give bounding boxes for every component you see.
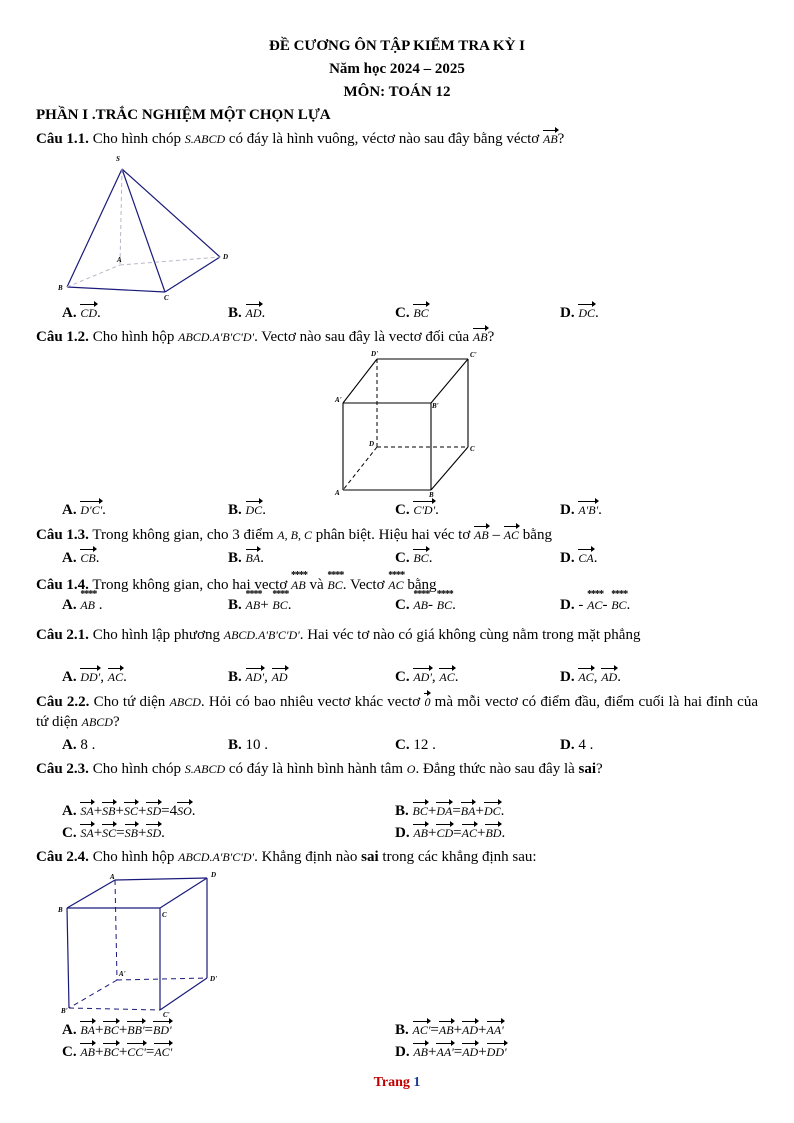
option-1-3-a[interactable]: A. CB. <box>62 550 100 566</box>
vertex-label-a: A <box>110 873 115 881</box>
vertex-label-b-prime: B' <box>432 402 439 410</box>
option-1-1-a[interactable]: A. CD. <box>62 305 101 321</box>
vertex-label-d: D <box>223 253 229 261</box>
doc-title: ĐỀ CƯƠNG ÔN TẬP KIỂM TRA KỲ I <box>268 38 525 54</box>
vertex-label-c-prime: C' <box>163 1011 170 1019</box>
question-2-2: Câu 2.2. Cho tứ diện ABCD. Hỏi có bao nhiêu vectơ khác vectơ 0 mà mỗi vectơ có điểm đầu, điểm cuối là hai đỉnh của tứ diện ABCD? <box>36 694 758 730</box>
vertex-label-b-prime: B' <box>61 1007 68 1015</box>
option-2-1-d[interactable]: D. AC, AD. <box>560 669 621 685</box>
option-1-4-b[interactable]: B. **** AB+ **** BC. <box>228 597 292 614</box>
question-1-4: Câu 1.4. Trong không gian, cho hai vectơ **** AB và **** BC. Vectơ **** AC bằng <box>36 575 437 595</box>
option-1-4-d[interactable]: D. - **** AC- **** BC. <box>560 597 630 614</box>
section-heading: PHẦN I .TRẮC NGHIỆM MỘT CHỌN LỰA <box>36 107 331 123</box>
page-label: Trang <box>373 1075 410 1090</box>
option-2-2-d[interactable]: D. 4 . <box>560 737 594 753</box>
option-2-4-b[interactable]: B. AC'=AB+AD+AA' <box>395 1022 504 1038</box>
option-2-2-a[interactable]: A. 8 . <box>62 737 96 753</box>
vertex-label-d: D <box>211 871 217 879</box>
vertex-label-c: C <box>164 294 169 302</box>
option-2-2-c[interactable]: C. 12 . <box>395 737 436 753</box>
school-year: Năm học 2024 – 2025 <box>329 61 465 77</box>
option-1-1-b[interactable]: B. AD. <box>228 305 266 321</box>
vertex-label-d: D <box>369 440 375 448</box>
option-1-2-a[interactable]: A. D'C'. <box>62 502 106 518</box>
option-1-3-d[interactable]: D. CA. <box>560 550 598 566</box>
option-2-2-b[interactable]: B. 10 . <box>228 737 269 753</box>
question-2-1: Câu 2.1. Cho hình lập phương ABCD.A'B'C'D'. Hai véc tơ nào có giá không cùng nằm trong mặt phẳng <box>36 627 641 643</box>
option-2-3-a[interactable]: A. SA+SB+SC+SD=4SO. <box>62 803 196 819</box>
box-figure-1 <box>333 350 483 500</box>
vertex-label-a: A <box>117 256 122 264</box>
vertex-label-a: A <box>335 489 340 497</box>
option-2-3-c[interactable]: C. SA+SC=SB+SD. <box>62 825 165 841</box>
option-2-1-c[interactable]: C. AD', AC. <box>395 669 459 685</box>
option-1-2-c[interactable]: C. C'D'. <box>395 502 439 518</box>
option-1-2-d[interactable]: D. A'B'. <box>560 502 602 518</box>
vertex-label-c: C <box>470 445 475 453</box>
vertex-label-c-prime: C' <box>470 351 477 359</box>
option-2-4-a[interactable]: A. BA+BC+BB'=BD' <box>62 1022 172 1038</box>
box-figure-2 <box>55 868 230 1018</box>
option-2-3-d[interactable]: D. AB+CD=AC+BD. <box>395 825 506 841</box>
vertex-label-d-prime: D' <box>210 975 217 983</box>
option-1-1-d[interactable]: D. DC. <box>560 305 599 321</box>
option-1-4-c[interactable]: C. **** AB- **** BC. <box>395 597 456 614</box>
pyramid-figure <box>55 153 240 303</box>
question-1-2: Câu 1.2. Cho hình hộp ABCD.A'B'C'D'. Vectơ nào sau đây là vectơ đối của AB? <box>36 329 495 345</box>
option-1-4-a[interactable]: A. **** AB . <box>62 597 103 614</box>
question-label: Câu 1.1. <box>36 131 89 147</box>
vertex-label-c: C <box>162 911 167 919</box>
option-1-3-b[interactable]: B. BA. <box>228 550 264 566</box>
question-2-3: Câu 2.3. Cho hình chóp S.ABCD có đáy là hình bình hành tâm O. Đẳng thức nào sau đây là sai? <box>36 761 603 777</box>
vertex-label-s: S <box>116 155 120 163</box>
option-1-1-c[interactable]: C. BC <box>395 305 429 321</box>
option-2-4-d[interactable]: D. AB+AA'=AD+DD' <box>395 1044 507 1060</box>
option-2-1-b[interactable]: B. AD', AD <box>228 669 288 685</box>
option-2-3-b[interactable]: B. BC+DA=BA+DC. <box>395 803 505 819</box>
option-2-4-c[interactable]: C. AB+BC+CC'=AC' <box>62 1044 173 1060</box>
vertex-label-b: B <box>58 284 63 292</box>
vertex-label-d-prime: D' <box>371 350 378 358</box>
vertex-label-a-prime: A' <box>119 970 126 978</box>
vertex-label-b: B <box>58 906 63 914</box>
question-1-3: Câu 1.3. Trong không gian, cho 3 điểm A, B, C phân biệt. Hiệu hai véc tơ AB – AC bằng <box>36 527 552 543</box>
page-number: 1 <box>413 1075 421 1090</box>
vertex-label-a-prime: A' <box>335 396 342 404</box>
question-2-4: Câu 2.4. Cho hình hộp ABCD.A'B'C'D'. Khẳng định nào sai trong các khẳng định sau: <box>36 849 537 865</box>
vertex-label-b: B <box>429 491 434 499</box>
page-footer <box>0 1075 794 1091</box>
vector: AB <box>542 132 558 146</box>
option-1-3-c[interactable]: C. BC. <box>395 550 433 566</box>
subject-line: MÔN: TOÁN 12 <box>343 84 451 100</box>
question-1-1: Câu 1.1. Cho hình chóp S.ABCD có đáy là hình vuông, véctơ nào sau đây bằng véctơ AB? <box>36 131 565 147</box>
option-2-1-a[interactable]: A. DD', AC. <box>62 669 127 685</box>
option-1-2-b[interactable]: B. DC. <box>228 502 266 518</box>
